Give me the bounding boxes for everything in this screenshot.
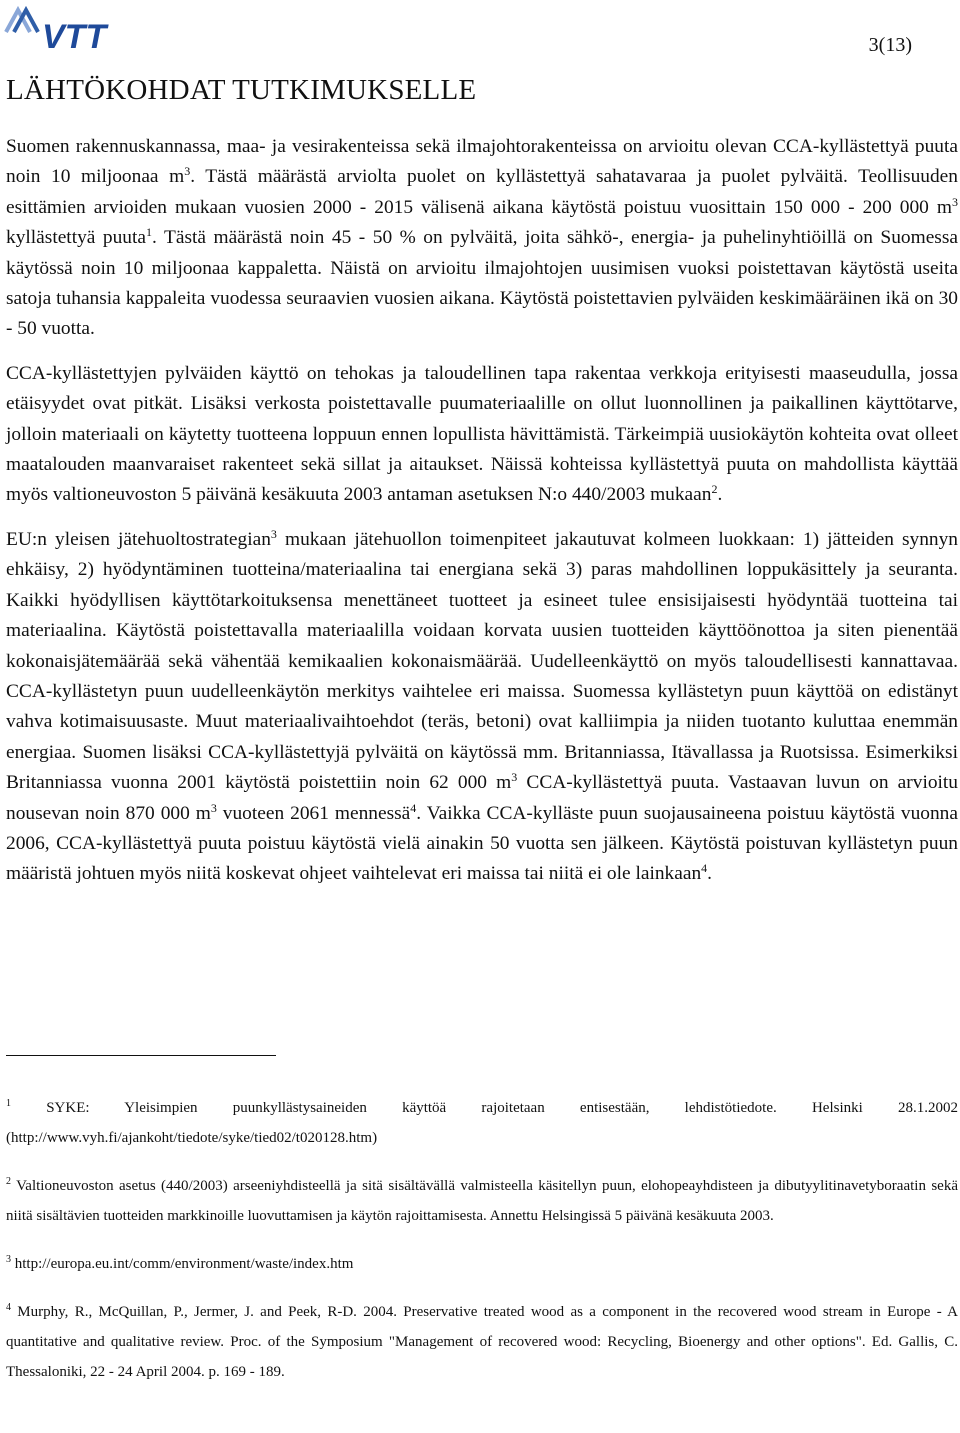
logo-text: VTT xyxy=(42,18,107,54)
footnote-3: $^3$ http://europa.eu.int/comm/environment/waste/index.htm xyxy=(6,1254,354,1272)
paragraph-1: Suomen rakennuskannassa, maa- ja vesirakenteissa sekä ilmajohtorakenteissa on arvioitu olevan CCA-kyllästettyä puuta noin 10 miljoonaa $m^3$. Tästä määrästä arviolta puolet on kyllästettyä sahatavaraa ja puolet pylväitä. Teollisuuden esittämien arvioiden mukaan vuosien 2000 - 2015 välisenä aikana käytöstä poistuu vuosittain 150 000 - 200 000 $m^3$ kyllästettyä puuta$^1$. Tästä määrästä noin 45 - 50 % on pylväitä, joita sähkö-, energia- ja puhelinyhtiöillä on Suomessa käytössä noin 10 miljoonaa kappaletta. Näistä on arvioitu ilmajohtojen uusimisen vuoksi poistettavan käytöstä useita satoja tuhansia kappaleita vuodessa seuraavien vuosien aikana. Käytöstä poistettavien pylväiden keskimääräinen ikä on 30 - 50 vuotta. xyxy=(6,136,958,340)
footnote-1: $^1$ SYKE: Yleisimpien puunkyllästysaineiden käyttöä rajoitetaan entisestään, lehdistötiedote. Helsinki 28.1.2002 (http://www.vyh.fi/ajankoht/tiedote/syke/tied02/t020128.htm) xyxy=(6,1098,958,1146)
footnote-2: $^2$ Valtioneuvoston asetus (440/2003) arseeniyhdisteellä ja sitä sisältävällä valmisteella käsitellyn puun, elohopeayhdisteen ja dibutyylitinavetyboraatin sekä niitä sisältävien tuotteiden markkinoille luovuttamisen ja käytön rajoittamisesta. Annettu Helsingissä 5 päivänä kesäkuuta 2003. xyxy=(6,1176,958,1224)
body-text xyxy=(6,132,958,904)
page-number: 3(13) xyxy=(868,34,912,56)
footnote-4: $^4$ Murphy, R., McQuillan, P., Jermer, J. and Peek, R-D. 2004. Preservative treated wood as a component in the recovered wood stream in Europe - A quantitative and qualitative review. Proc. of the Symposium "Management of recovered wood: Recycling, Bioenergy and other options". Ed. Gallis, C. Thessaloniki, 22 - 24 April 2004. p. 169 - 189. xyxy=(6,1302,958,1380)
paragraph-2: CCA-kyllästettyjen pylväiden käyttö on tehokas ja taloudellinen tapa rakentaa verkkoja erityisesti maaseudulla, jossa etäisyydet ovat pitkät. Lisäksi verkosta poistettavalle puumateriaalille on ollut luonnollinen ja paikallinen käyttötarve, jolloin materiaali on käytetty tuotteena loppuun ennen lopullista hävittämistä. Tärkeimpiä uusiokäytön kohteita ovat olleet maatalouden maanvaraiset rakenteet sekä sillat ja aitaukset. Näissä kohteissa kyllästettyä puuta on mahdollista käyttää myös valtioneuvoston 5 päivänä kesäkuuta 2003 antaman asetuksen N:o 440/2003 mukaan$^2$. xyxy=(6,362,958,506)
vtt-logo xyxy=(4,2,154,54)
footnotes xyxy=(6,1093,958,1405)
footnote-divider xyxy=(6,1055,276,1056)
page-title: LÄHTÖKOHDAT TUTKIMUKSELLE xyxy=(6,74,477,106)
paragraph-3: EU:n yleisen jätehuoltostrategian$^3$ mukaan jätehuollon toimenpiteet jakautuvat kolmeen luokkaan: 1) jätteiden synnyn ehkäisy, 2) hyödyntäminen tuotteina/materiaalina tai energiana sekä 3) paras mahdollinen loppukäsittely ja seuranta. Kaikki hyödyllisen käyttötarkoituksensa menettäneet tuotteet ja esineet tulee ensisijaisesti hyödyntää tuotteina tai materiaalina. Käytöstä poistettavalla materiaalilla voidaan korvata uusien tuotteiden käyttöönottoa ja siten pienentää kokonaisjätemäärää sekä vähentää kemikaalien kokonaismäärää. Uudelleenkäyttö on myös taloudellisesti kannattavaa. CCA-kyllästetyn puun uudelleenkäytön merkitys vaihtelee eri maissa. Suomessa kyllästetyn puun käyttöä on edistänyt vahva kotimaisuusaste. Muut materiaalivaihtoehdot (teräs, betoni) ovat kalliimpia ja niiden tuotanto kuluttaa enemmän energiaa. Suomen lisäksi CCA-kyllästettyjä pylväitä on käytössä mm. Britanniassa, Itävallassa ja Ruotsissa. Esimerkiksi Britanniassa vuonna 2001 käytöstä poistettiin noin 62 000 $m^3$ CCA-kyllästettyä puuta. Vastaavan luvun on arvioitu nousevan noin 870 000 $m^3$ vuoteen 2061 mennessä$^4$. Vaikka CCA-kylläste puun suojausaineena poistuu käytöstä vuonna 2006, CCA-kyllästettyä puuta poistuu käytöstä vielä ainakin 50 vuotta sen jälkeen. Käytöstä poistuvan kyllästetyn puun määristä johtuen myös niitä koskevat ohjeet vaihtelevat eri maissa tai niitä ei ole lainkaan$^4$. xyxy=(6,526,958,885)
